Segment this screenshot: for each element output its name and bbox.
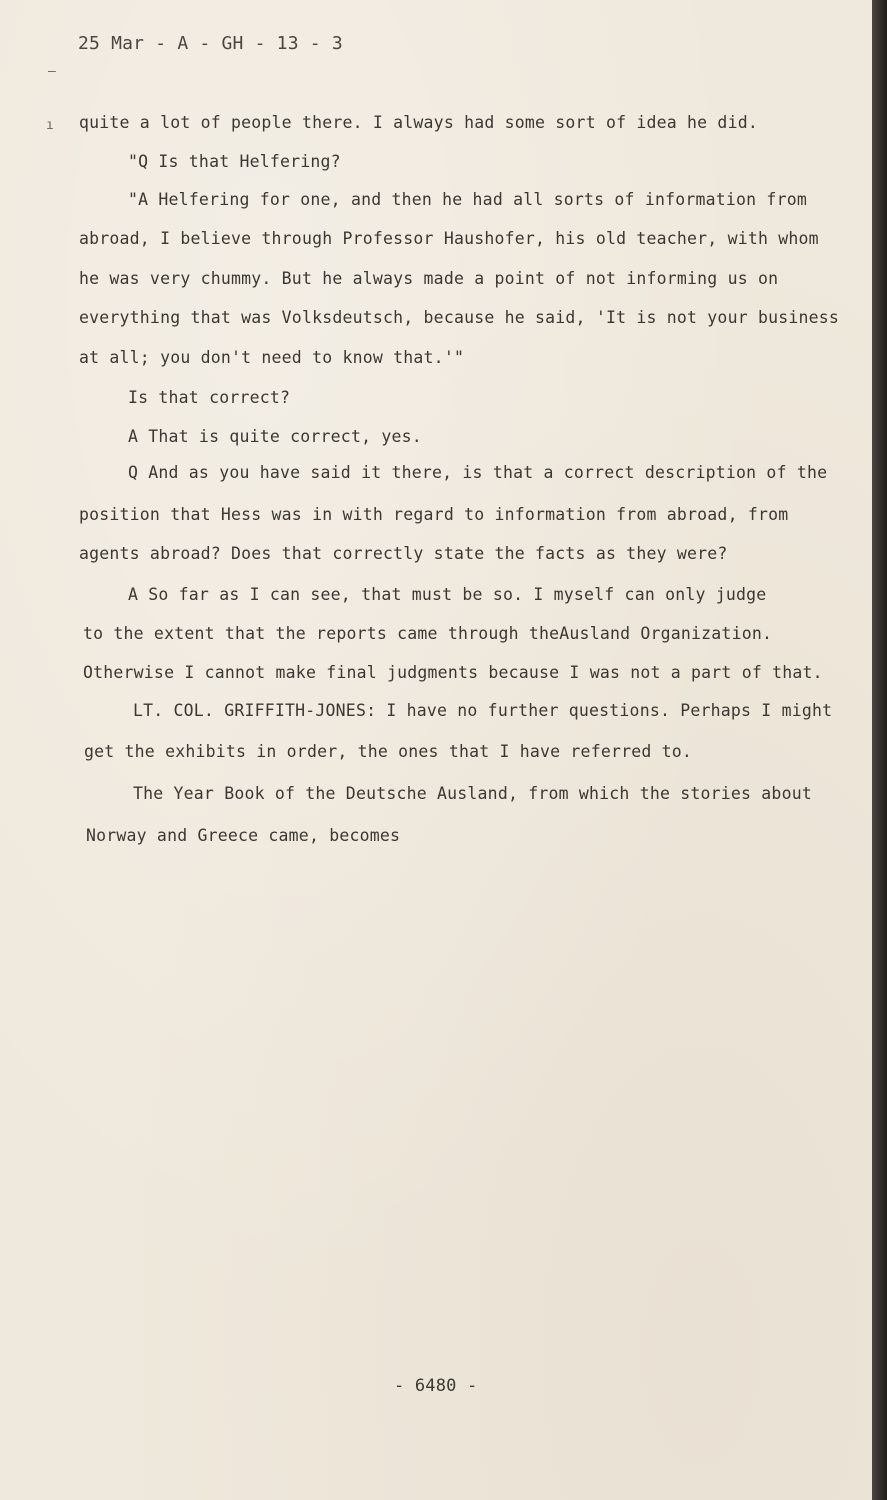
text-line: get the exhibits in order, the ones that I have referred to. xyxy=(84,742,693,761)
page-number: - 6480 - xyxy=(394,1376,478,1396)
text-line: abroad, I believe through Professor Haushofer, his old teacher, with whom xyxy=(79,229,819,248)
margin-mark: – xyxy=(48,64,57,79)
text-line: Is that correct? xyxy=(128,388,291,407)
page-edge-shadow xyxy=(872,0,887,1500)
document-header: 25 Mar - A - GH - 13 - 3 xyxy=(78,33,343,54)
text-line: everything that was Volksdeutsch, because he said, 'It is not your business xyxy=(79,308,840,327)
text-line: A So far as I can see, that must be so. I myself can only judge xyxy=(128,585,767,604)
text-line: Norway and Greece came, becomes xyxy=(86,826,401,845)
text-line: The Year Book of the Deutsche Ausland, from which the stories about xyxy=(133,784,812,803)
text-line: he was very chummy. But he always made a point of not informing us on xyxy=(79,269,779,288)
margin-tick: ı xyxy=(46,118,55,133)
text-line: LT. COL. GRIFFITH-JONES: I have no further questions. Perhaps I might xyxy=(133,701,833,720)
text-line: Q And as you have said it there, is that a correct description of the xyxy=(128,463,828,482)
text-line: agents abroad? Does that correctly state the facts as they were? xyxy=(79,544,728,563)
text-line: quite a lot of people there. I always had some sort of idea he did. xyxy=(79,113,758,132)
text-line: "Q Is that Helfering? xyxy=(128,152,341,171)
text-line: Otherwise I cannot make final judgments because I was not a part of that. xyxy=(83,663,823,682)
text-line: to the extent that the reports came through theAusland Organization. xyxy=(83,624,773,643)
text-line: "A Helfering for one, and then he had all sorts of information from xyxy=(128,190,807,209)
text-line: position that Hess was in with regard to information from abroad, from xyxy=(79,505,789,524)
text-line: at all; you don't need to know that.'" xyxy=(79,348,465,367)
text-line: A That is quite correct, yes. xyxy=(128,427,422,446)
